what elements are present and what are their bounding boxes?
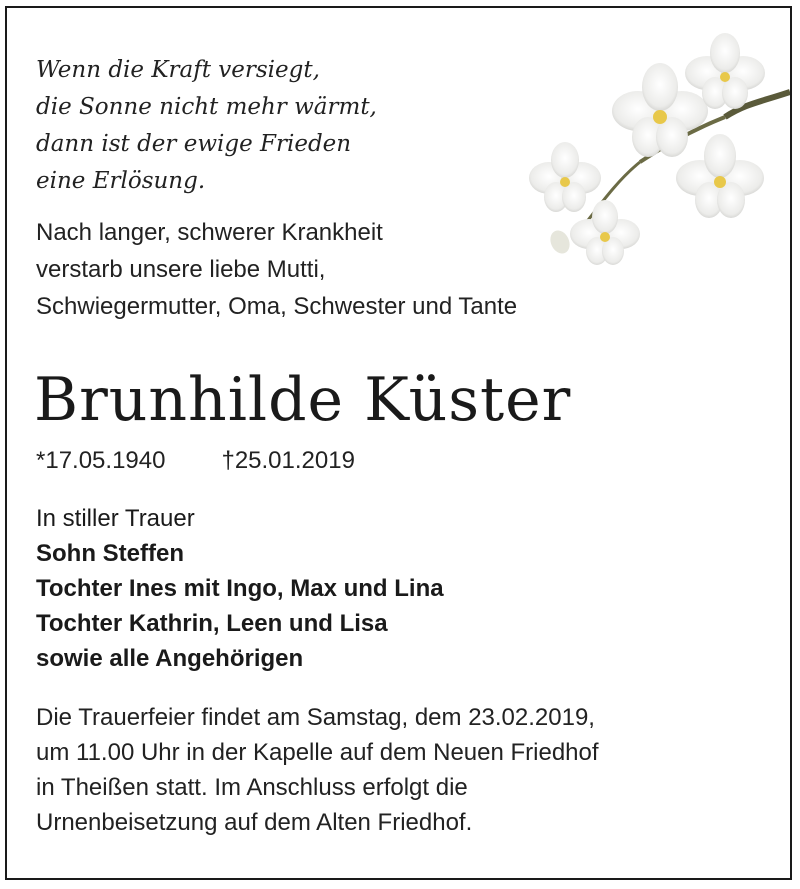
- funeral-line: um 11.00 Uhr in der Kapelle auf dem Neuen Friedhof: [36, 739, 599, 766]
- intro-text: [36, 214, 517, 325]
- death-date: †25.01.2019: [221, 447, 355, 474]
- intro-line: verstarb unsere liebe Mutti,: [36, 256, 326, 283]
- poem-line: eine Erlösung.: [36, 168, 206, 194]
- funeral-info: [36, 700, 599, 840]
- deceased-name: Brunhilde Küster: [34, 365, 572, 435]
- intro-line: Nach langer, schwerer Krankheit: [36, 219, 383, 246]
- poem: [36, 52, 377, 200]
- birth-date: *17.05.1940: [36, 447, 166, 474]
- mourner-line: Tochter Ines mit Ingo, Max und Lina: [36, 575, 444, 602]
- funeral-line: Die Trauerfeier findet am Samstag, dem 23.02.2019,: [36, 704, 595, 731]
- mourner-line: Tochter Kathrin, Leen und Lisa: [36, 610, 388, 637]
- mourners-heading: In stiller Trauer: [36, 505, 195, 532]
- life-dates: [36, 445, 355, 477]
- funeral-line: in Theißen statt. Im Anschluss erfolgt die: [36, 774, 468, 801]
- funeral-line: Urnenbeisetzung auf dem Alten Friedhof.: [36, 809, 473, 836]
- poem-line: dann ist der ewige Frieden: [36, 131, 352, 157]
- mourner-line: sowie alle Angehörigen: [36, 645, 304, 672]
- poem-line: Wenn die Kraft versiegt,: [36, 57, 320, 83]
- orchid-flowers-icon: [520, 22, 790, 282]
- mourners: [36, 501, 444, 676]
- poem-line: die Sonne nicht mehr wärmt,: [36, 94, 377, 120]
- mourner-line: Sohn Steffen: [36, 540, 184, 567]
- intro-line: Schwiegermutter, Oma, Schwester und Tante: [36, 293, 518, 320]
